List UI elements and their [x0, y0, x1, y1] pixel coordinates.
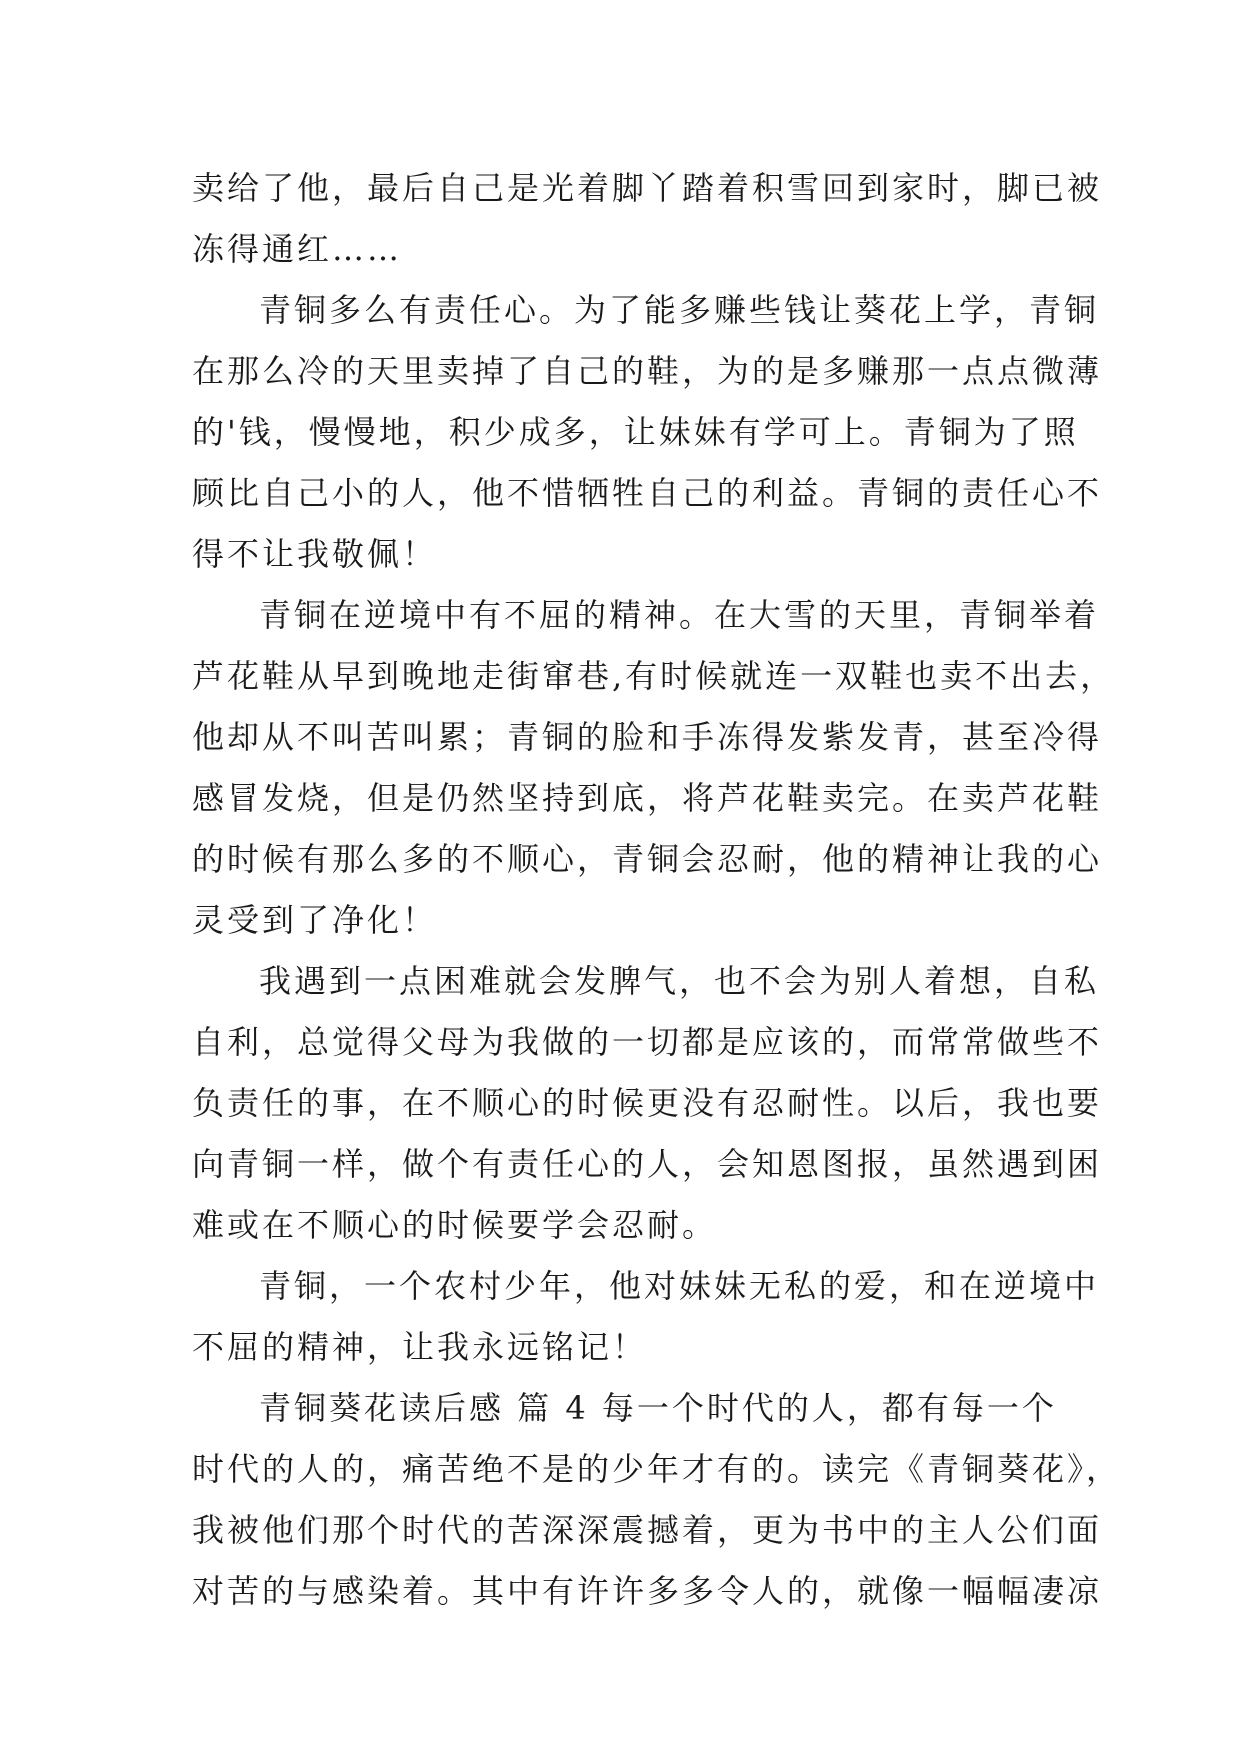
text-line: 得不让我敬佩！ — [192, 535, 438, 573]
section-heading-line: 青铜葵花读后感 篇 4 每一个时代的人，都有每一个 — [259, 1389, 1057, 1427]
text-line: 感冒发烧，但是仍然坚持到底，将芦花鞋卖完。在卖芦花鞋 — [192, 779, 1103, 817]
text-line: 冻得通红…… — [192, 230, 403, 268]
paragraph-start-line: 我遇到一点困难就会发脾气，也不会为别人着想，自私 — [259, 962, 1100, 1000]
text-line: 负责任的事，在不顺心的时候更没有忍耐性。以后，我也要 — [192, 1084, 1103, 1122]
text-line: 时代的人的，痛苦绝不是的少年才有的。读完《青铜葵花》， — [192, 1450, 1122, 1488]
text-line: 自利，总觉得父母为我做的一切都是应该的，而常常做些不 — [192, 1023, 1103, 1061]
text-line: 芦花鞋从早到晚地走街窜巷,有时候就连一双鞋也卖不出去， — [192, 657, 1116, 695]
text-line: 他却从不叫苦叫累；青铜的脸和手冻得发紫发青，甚至冷得 — [192, 718, 1103, 756]
text-line: 的时候有那么多的不顺心，青铜会忍耐，他的精神让我的心 — [192, 840, 1103, 878]
body-text — [192, 158, 1122, 1622]
text-line: 不屈的精神，让我永远铭记！ — [192, 1328, 648, 1366]
text-line: 难或在不顺心的时候要学会忍耐。 — [192, 1206, 718, 1244]
text-line: 卖给了他，最后自己是光着脚丫踏着积雪回到家时，脚已被 — [192, 169, 1103, 207]
text-line: 对苦的与感染着。其中有许许多多令人的，就像一幅幅凄凉 — [192, 1572, 1103, 1610]
text-line: 的'钱，慢慢地，积少成多，让妹妹有学可上。青铜为了照 — [192, 413, 1079, 451]
text-line: 我被他们那个时代的苦深深震撼着，更为书中的主人公们面 — [192, 1511, 1103, 1549]
text-line: 顾比自己小的人，他不惜牺牲自己的利益。青铜的责任心不 — [192, 474, 1103, 512]
paragraph-start-line: 青铜在逆境中有不屈的精神。在大雪的天里，青铜举着 — [259, 596, 1100, 634]
paragraph-start-line: 青铜，一个农村少年，他对妹妹无私的爱，和在逆境中 — [259, 1267, 1100, 1305]
text-line: 灵受到了净化！ — [192, 901, 438, 939]
text-line: 向青铜一样，做个有责任心的人，会知恩图报，虽然遇到困 — [192, 1145, 1103, 1183]
paragraph-start-line: 青铜多么有责任心。为了能多赚些钱让葵花上学，青铜 — [259, 291, 1100, 329]
text-line: 在那么冷的天里卖掉了自己的鞋，为的是多赚那一点点微薄 — [192, 352, 1103, 390]
